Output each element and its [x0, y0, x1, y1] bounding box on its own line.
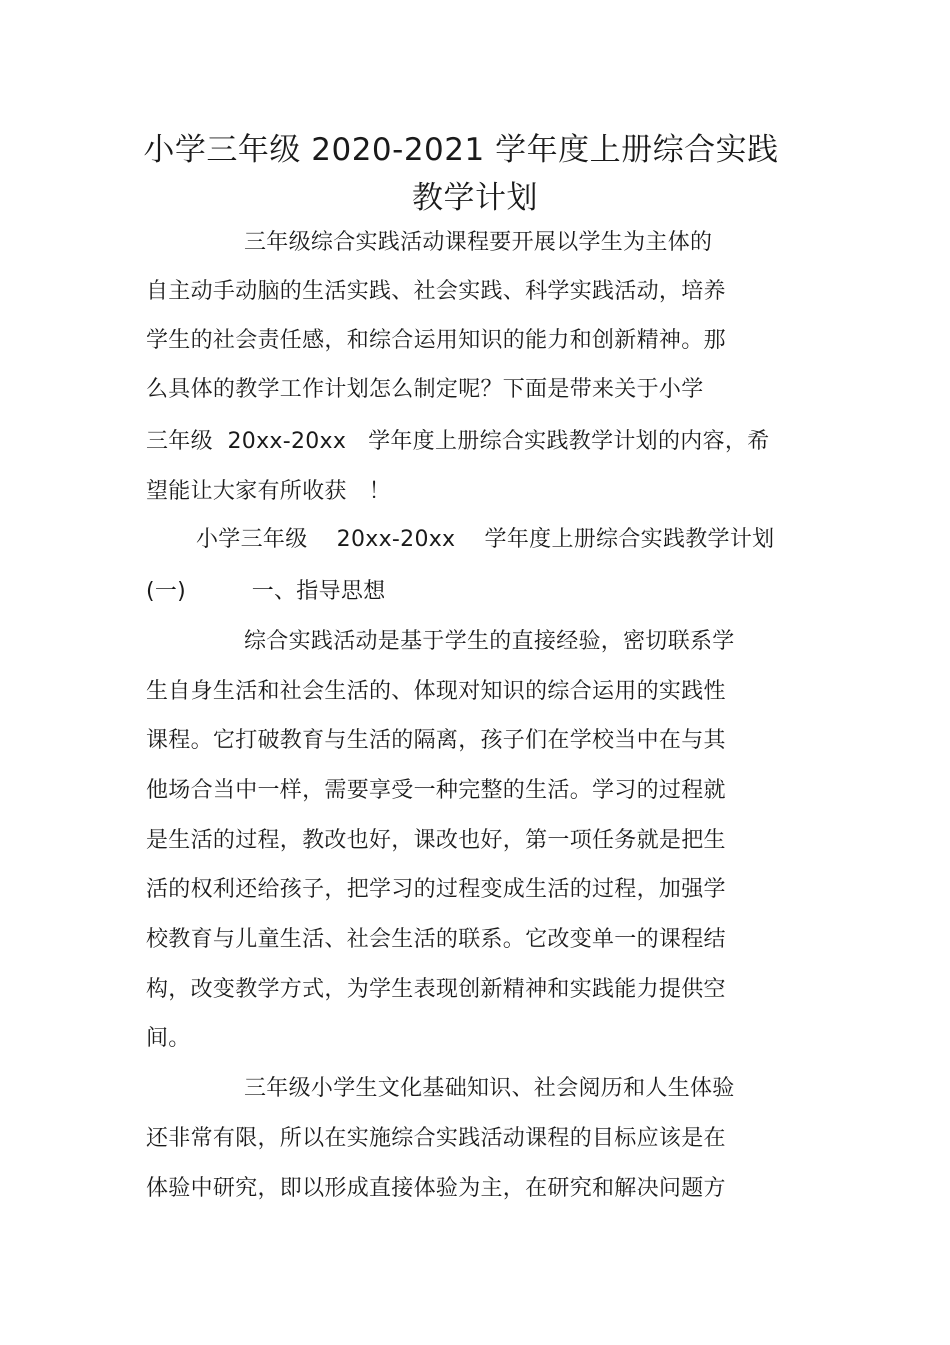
paragraph-line: 么具体的教学工作计划怎么制定呢？下面是带来关于小学	[146, 377, 704, 402]
section-heading: 小学三年级 20xx-20xx 学年度上册综合实践教学计划	[196, 527, 775, 552]
paragraph-line: 还非常有限，所以在实施综合实践活动课程的目标应该是在	[146, 1126, 726, 1151]
paragraph-line: 构，改变教学方式，为学生表现创新精神和实践能力提供空	[146, 977, 726, 1002]
paragraph-line: 活的权利还给孩子，把学习的过程变成生活的过程，加强学	[146, 877, 726, 902]
paragraph-line: 生自身生活和社会生活的、体现对知识的综合运用的实践性	[146, 679, 726, 704]
paragraph-line: 自主动手动脑的生活实践、社会实践、科学实践活动，培养	[146, 279, 726, 304]
paragraph-line: 体验中研究，即以形成直接体验为主，在研究和解决问题方	[146, 1176, 726, 1201]
document-title-line-1: 小学三年级 2020-2021 学年度上册综合实践	[143, 132, 779, 168]
paragraph-line: 学生的社会责任感，和综合运用知识的能力和创新精神。那	[146, 328, 726, 353]
paragraph-line: 课程。它打破教育与生活的隔离，孩子们在学校当中在与其	[146, 728, 726, 753]
paragraph-line: 间。	[146, 1026, 191, 1051]
paragraph-line: 三年级 20xx-20xx 学年度上册综合实践教学计划的内容，希	[146, 429, 770, 454]
paragraph-line: 他场合当中一样，需要享受一种完整的生活。学习的过程就	[146, 778, 726, 803]
paragraph-line: 三年级小学生文化基础知识、社会阅历和人生体验	[244, 1076, 735, 1101]
paragraph-line: 是生活的过程，教改也好，课改也好，第一项任务就是把生	[146, 828, 726, 853]
paragraph-line: 三年级综合实践活动课程要开展以学生为主体的	[244, 230, 713, 255]
document-title-line-2: 教学计划	[412, 180, 538, 216]
section-subheading: (一) 一、指导思想	[146, 579, 386, 604]
paragraph-line: 校教育与儿童生活、社会生活的联系。它改变单一的课程结	[146, 927, 726, 952]
paragraph-line: 综合实践活动是基于学生的直接经验，密切联系学	[244, 629, 735, 654]
paragraph-line: 望能让大家有所收获 ！	[146, 479, 391, 504]
